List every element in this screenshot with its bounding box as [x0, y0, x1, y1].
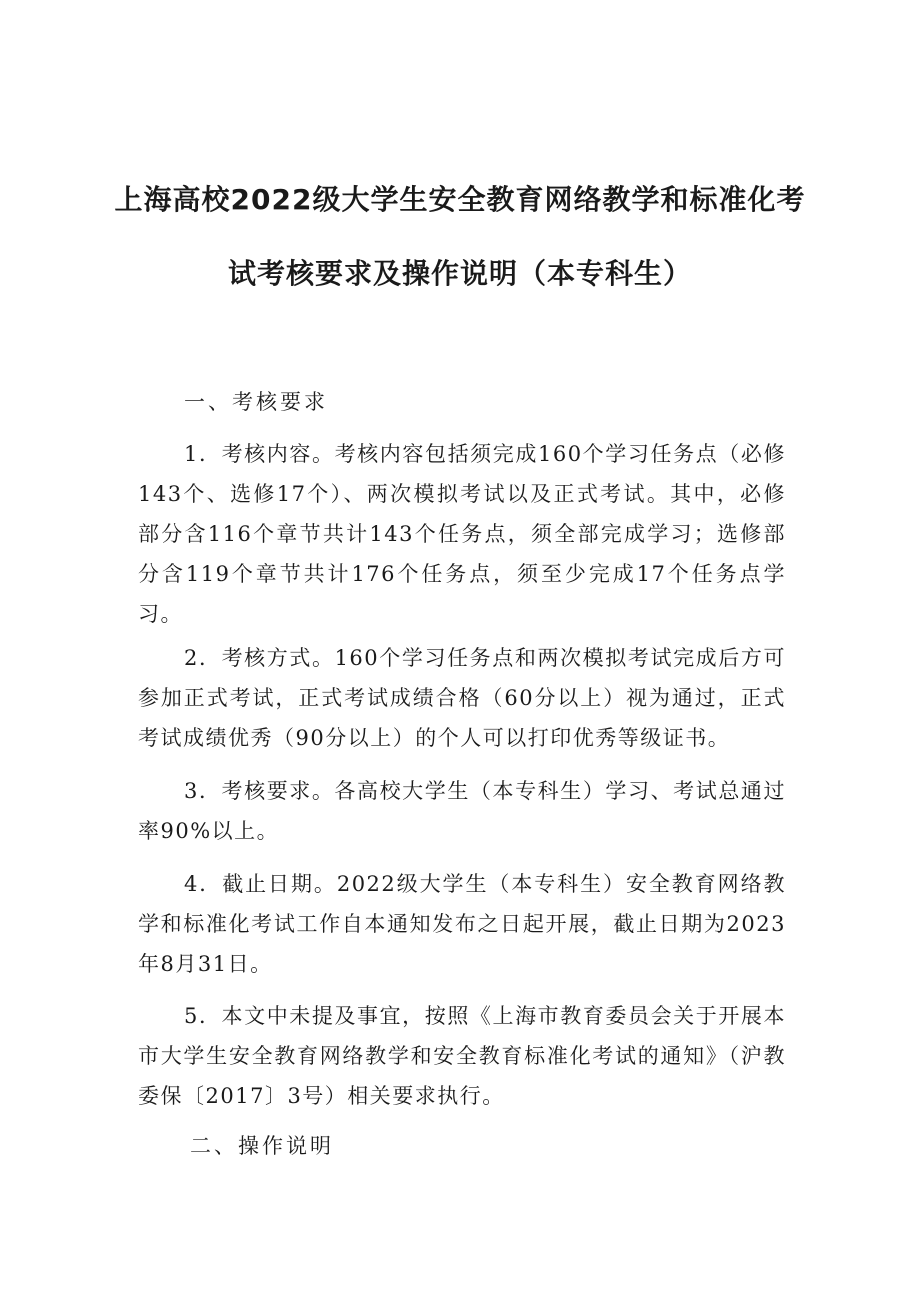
- document-title-line-1: 上海高校2022级大学生安全教育网络教学和标准化考: [114, 183, 806, 216]
- paragraph-requirement: 3．考核要求。各高校大学生（本专科生）学习、考试总通过率90%以上。: [138, 779, 786, 843]
- section-heading-requirements: 一、考核要求: [184, 390, 328, 414]
- section-heading-instructions: 二、操作说明: [190, 1134, 334, 1158]
- paragraph-method: 2．考核方式。160个学习任务点和两次模拟考试完成后方可参加正式考试，正式考试成绩合格（60分以上）视为通过，正式考试成绩优秀（90分以上）的个人可以打印优秀等级证书。: [138, 646, 786, 750]
- paragraph-other-matters: 5．本文中未提及事宜，按照《上海市教育委员会关于开展本市大学生安全教育网络教学和安全教育标准化考试的通知》（沪教委保〔2017〕3号）相关要求执行。: [138, 1004, 786, 1108]
- paragraph-content: 1．考核内容。考核内容包括须完成160个学习任务点（必修143个、选修17个）、两次模拟考试以及正式考试。其中，必修部分含116个章节共计143个任务点，须全部完成学习；选修部分含119个章节共计176个任务点，须至少完成17个任务点学习。: [138, 442, 786, 626]
- paragraph-deadline: 4．截止日期。2022级大学生（本专科生）安全教育网络教学和标准化考试工作自本通知发布之日起开展，截止日期为2023年8月31日。: [138, 872, 786, 976]
- document-title-line-2: 试考核要求及操作说明（本专科生）: [227, 257, 692, 290]
